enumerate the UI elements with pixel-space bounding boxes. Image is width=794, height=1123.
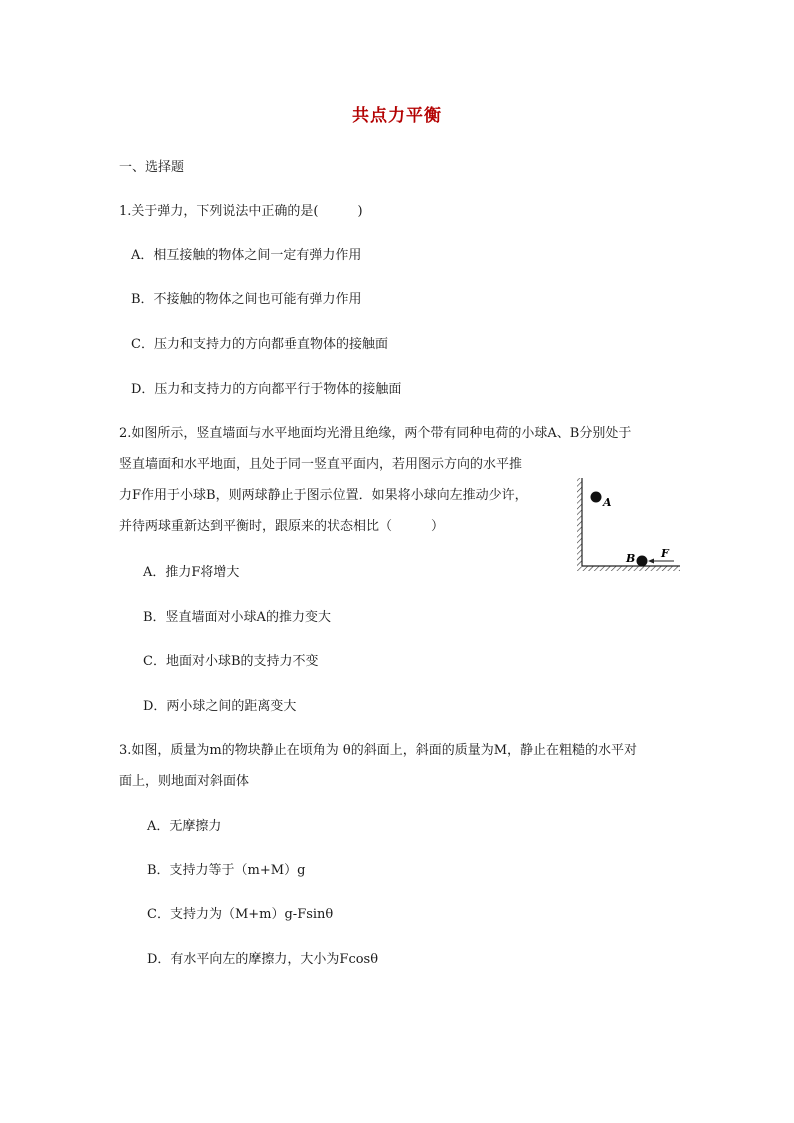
wall-hatch xyxy=(577,478,582,566)
ball-b xyxy=(637,556,648,567)
floor-hatch xyxy=(577,566,680,571)
question-3-option-b: B．支持力等于（m+M）g xyxy=(147,863,306,878)
question-2-option-c: C．地面对小球B的支持力不变 xyxy=(143,654,319,669)
question-2-option-a: A．推力F将增大 xyxy=(143,565,240,580)
page-title: 共点力平衡 xyxy=(352,106,442,126)
question-2-line-4: 并待两球重新达到平衡时，跟原来的状态相比（ ） xyxy=(119,519,445,534)
question-1-option-b: B．不接触的物体之间也可能有弹力作用 xyxy=(131,292,362,307)
force-arrowhead xyxy=(648,559,654,564)
question-3-option-c: C．支持力为（M+m）g-Fsinθ xyxy=(147,907,334,922)
ball-a xyxy=(591,492,602,503)
wall-floor-figure xyxy=(570,476,686,578)
question-2-option-d: D．两小球之间的距离变大 xyxy=(143,699,297,714)
question-2-option-b: B．竖直墙面对小球A的推力变大 xyxy=(143,610,331,625)
question-3-line-1: 3.如图，质量为m的物块静止在顷角为 θ的斜面上，斜面的质量为M，静止在粗糙的水平对 xyxy=(119,743,638,758)
question-3-option-a: A．无摩擦力 xyxy=(147,819,222,834)
question-1-option-d: D．压力和支持力的方向都平行于物体的接触面 xyxy=(131,382,402,397)
question-3-line-2: 面上，则地面对斜面体 xyxy=(119,774,250,789)
label-f: F xyxy=(661,547,669,560)
question-2-line-3: 力F作用于小球B，则两球静止于图示位置．如果将小球向左推动少许， xyxy=(119,488,528,503)
section-heading: 一、选择题 xyxy=(119,160,185,175)
question-1-option-c: C．压力和支持力的方向都垂直物体的接触面 xyxy=(131,337,388,352)
question-2-line-1: 2.如图所示，竖直墙面与水平地面均光滑且绝缘，两个带有同种电荷的小球A、B分别处于 xyxy=(119,426,632,441)
label-b: B xyxy=(626,552,636,565)
question-1-stem: 1.关于弹力，下列说法中正确的是( ) xyxy=(119,204,363,219)
label-a: A xyxy=(603,496,612,509)
question-1-option-a: A．相互接触的物体之间一定有弹力作用 xyxy=(131,248,362,263)
question-3-option-d: D．有水平向左的摩擦力，大小为Fcosθ xyxy=(147,952,379,967)
question-2-line-2: 竖直墙面和水平地面，且处于同一竖直平面内，若用图示方向的水平推 xyxy=(119,457,523,472)
